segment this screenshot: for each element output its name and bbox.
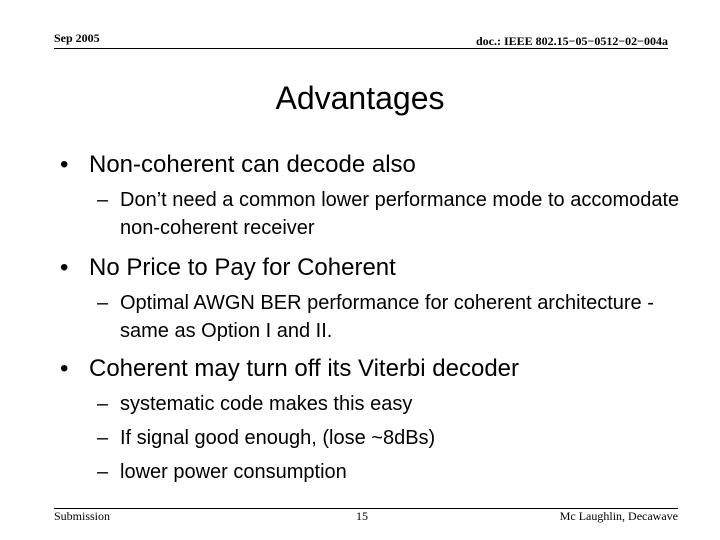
spacer xyxy=(60,242,680,253)
bullet-text: No Price to Pay for Coherent xyxy=(89,254,396,281)
sub-bullet-text: Don’t need a common lower performance mode to accomodate non-coherent receiver xyxy=(120,189,680,239)
sub-bullet-text: lower power consumption xyxy=(120,461,347,483)
header-rule xyxy=(54,48,668,49)
header-doc-id: doc.: IEEE 802.15−05−0512−02−004a xyxy=(475,34,668,48)
bullet-item xyxy=(60,150,680,180)
bullet-item xyxy=(60,253,680,283)
bullet-text: Coherent may turn off its Viterbi decoder xyxy=(89,355,520,382)
sub-list-wrapper xyxy=(60,289,680,345)
sub-bullet-text: Optimal AWGN BER performance for coherent architecture - same as Option I and II. xyxy=(120,292,654,342)
bullet-list xyxy=(60,150,680,486)
bullet-text: Non-coherent can decode also xyxy=(89,151,416,178)
sub-list-wrapper xyxy=(60,390,680,486)
sub-bullet-list xyxy=(60,186,680,242)
header-date: Sep 2005 xyxy=(54,31,100,45)
bullet-dot-icon: • xyxy=(60,254,69,281)
footer-submission: Submission xyxy=(54,509,111,523)
sub-bullet-list xyxy=(60,289,680,345)
sub-bullet-item xyxy=(60,424,680,452)
dash-icon: – xyxy=(97,393,109,415)
sub-bullet-text: systematic code makes this easy xyxy=(120,393,413,415)
dash-icon: – xyxy=(97,292,109,314)
dash-icon: – xyxy=(97,461,109,483)
bullet-item xyxy=(60,354,680,384)
footer-page-number: 15 xyxy=(356,509,368,523)
sub-bullet-text: If signal good enough, (lose ~8dBs) xyxy=(120,427,436,449)
footer-author: Mc Laughlin, Decawave xyxy=(559,509,678,523)
sub-bullet-item xyxy=(60,289,680,345)
slide-title: Advantages xyxy=(275,80,445,116)
sub-bullet-item xyxy=(60,458,680,486)
bullet-dot-icon: • xyxy=(60,355,69,382)
spacer xyxy=(60,345,680,354)
dash-icon: – xyxy=(97,189,109,211)
bullet-dot-icon: • xyxy=(60,151,69,178)
sub-bullet-list xyxy=(60,390,680,486)
sub-list-wrapper xyxy=(60,186,680,242)
sub-bullet-item xyxy=(60,390,680,418)
sub-bullet-item xyxy=(60,186,680,242)
dash-icon: – xyxy=(97,427,109,449)
